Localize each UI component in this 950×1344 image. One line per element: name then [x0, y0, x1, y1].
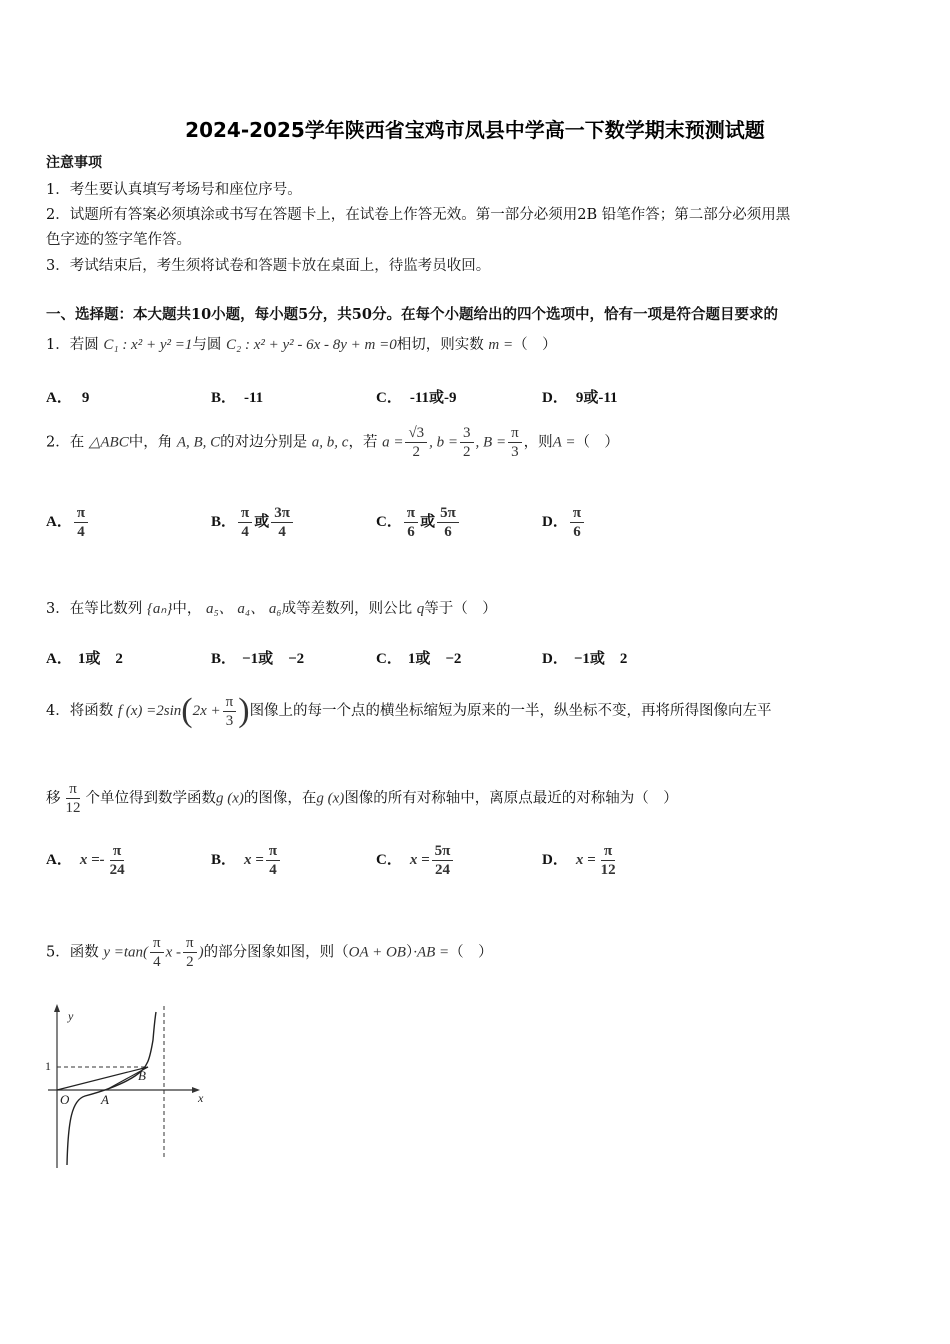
q2-number: 2．: [46, 434, 70, 451]
q4-option-a: A． x =- $\frac{\pi}{24}$: [46, 843, 125, 878]
q4-option-b: B． x = $\frac{\pi}{4}$: [211, 842, 282, 879]
page-title: 2024-2025学年陕西省宝鸡市凤县中学高一下数学期末预测试题: [185, 118, 765, 142]
q5-number: 5．: [46, 944, 70, 961]
q1-option-c: C． -11或-9: [376, 390, 457, 406]
q3-option-d: D． −1或 2: [542, 651, 628, 667]
q3-option-b: B． −1或 −2: [211, 651, 305, 667]
question-5: 5．函数 y =tan( $\frac{\pi}{4}$ x - $\frac{\pi}{2}$ )的部分图象如图，则（OA + OB）·AB =（ ）: [46, 935, 493, 970]
notice-heading: 注意事项: [46, 155, 102, 171]
y-label: y: [68, 1009, 74, 1023]
q3-option-c: C． 1或 −2: [376, 651, 462, 667]
o-label: O: [60, 1092, 70, 1107]
q2-option-b: B． $\frac{\pi}{4}$ 或 $\frac{3\pi}{4}$: [211, 504, 295, 541]
q4-option-d: D． x = $\frac{\pi}{12}$: [542, 843, 616, 878]
section-heading: 一、选择题：本大题共10小题，每小题5分，共50分。在每个小题给出的四个选项中，恰有一项是符合题目要求的: [46, 306, 778, 323]
y-axis-arrow: [54, 1004, 60, 1012]
q4-number: 4．: [46, 703, 70, 719]
q1-circle-2: C₂ : x² + y² - 6x - 8y + m =0: [225, 337, 397, 353]
question-2: 2．在 △ABC中，角 A, B, C的对边分别是 a, b, c，若 a = $\frac{√3}{2}$ , b = $\frac{3}{2}$ , B = $\frac{\pi}{3}$ ，则A =（ ）: [46, 425, 619, 460]
question-1: 1．若圆 C₁ : x² + y² =1与圆 C₂ : x² + y² - 6x - 8y + m =0相切，则实数 m =（ ）: [46, 337, 557, 353]
q4-option-c: C． x = $\frac{5\pi}{24}$: [376, 842, 455, 879]
q2-option-d: D． $\frac{\pi}{6}$: [542, 504, 586, 541]
q2-frac-b: $\frac{3}{2}$: [460, 424, 474, 461]
b-label: B: [138, 1068, 146, 1083]
q2-frac-a: $\frac{√3}{2}$: [405, 424, 427, 461]
q2-option-c: C． $\frac{\pi}{6}$ 或 $\frac{5\pi}{6}$: [376, 504, 461, 541]
notice-item-2: 2．试题所有答案必须填涂或书写在答题卡上，在试卷上作答无效。第一部分必须用2B 铅笔作答；第二部分必须用黑: [46, 207, 791, 223]
q1-option-d: D． 9或-11: [542, 390, 618, 406]
q3-number: 3．: [46, 601, 70, 617]
q1-circle-1: C₁ : x² + y² =1: [103, 337, 193, 353]
q3-option-a: A． 1或 2: [46, 651, 123, 667]
tan-curve: [67, 1012, 156, 1165]
notice-item-1: 1．考生要认真填写考场号和座位序号。: [46, 182, 302, 198]
segment-ob: [57, 1067, 148, 1090]
q2-frac-B: $\frac{\pi}{3}$: [508, 424, 522, 461]
question-4-cont: 移 $\frac{\pi}{12}$ 个单位得到数学函数g (x)的图像，在g (x)图像的所有对称轴中，离原点最近的对称轴为（ ）: [46, 781, 678, 816]
q5-graph: [40, 1000, 220, 1170]
q1-option-a: A． 9: [46, 390, 90, 406]
q2-option-a: A． $\frac{\pi}{4}$: [46, 504, 90, 541]
one-label: 1: [45, 1059, 51, 1073]
x-label: x: [198, 1091, 204, 1105]
q1-number: 1．: [46, 337, 70, 353]
question-3: 3．在等比数列 {aₙ}中， a₅、 a₄、 a₆成等差数列，则公比 q等于（ ）: [46, 601, 497, 617]
question-4: 4．将函数 f (x) =2sin(2x + $\frac{\pi}{3}$ )图像上的每一个点的横坐标缩短为原来的一半，纵坐标不变，再将所得图像向左平: [46, 692, 772, 729]
notice-item-3: 3．考试结束后，考生须将试卷和答题卡放在桌面上，待监考员收回。: [46, 258, 491, 274]
notice-item-2-cont: 色字迹的签字笔作答。: [46, 232, 191, 248]
a-label: A: [101, 1092, 109, 1107]
q1-option-b: B． -11: [211, 390, 264, 406]
